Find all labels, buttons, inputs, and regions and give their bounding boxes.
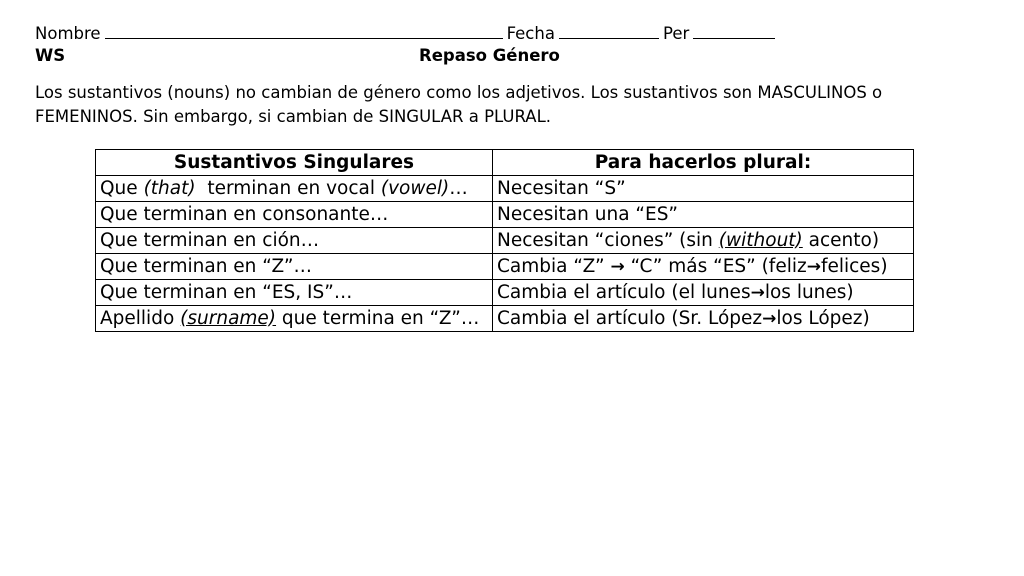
student-info-line [35,22,779,45]
plural-rules-table [95,149,914,332]
rule-condition: Que terminan en ción… [96,228,493,254]
worksheet-title-line [35,45,595,67]
table-row [96,254,914,280]
rule-result: Cambia el artículo (Sr. López→los López) [493,306,914,332]
page-title: Repaso Género [419,46,560,65]
table-row [96,280,914,306]
rule-condition: Que terminan en “ES, IS”… [96,280,493,306]
column-header-plural: Para hacerlos plural: [493,150,914,176]
rule-result: Cambia “Z” → “C” más “ES” (feliz→felices) [493,254,914,280]
table-row [96,306,914,332]
rule-condition: Que terminan en consonante… [96,202,493,228]
date-label: Fecha [506,24,555,43]
period-label: Per [662,24,690,43]
name-blank[interactable] [105,22,503,39]
rule-result: Necesitan “ciones” (sin (without) acento) [493,228,914,254]
table-row [96,228,914,254]
table-header-row [96,150,914,176]
name-label: Nombre [35,24,101,43]
arrow-right-icon: → [610,256,625,277]
rule-condition: Que (that) terminan en vocal (vowel)… [96,176,493,202]
period-blank[interactable] [693,22,775,39]
table-row [96,202,914,228]
date-blank[interactable] [559,22,659,39]
arrow-right-icon: → [806,256,821,277]
rule-result: Necesitan “S” [493,176,914,202]
column-header-singular: Sustantivos Singulares [96,150,493,176]
intro-paragraph: Los sustantivos (nouns) no cambian de género como los adjetivos. Los sustantivos son MASCULINOS o FEMENINOS. Sin embargo, si cambian de SINGULAR a PLURAL. [35,83,883,126]
arrow-right-icon: → [762,308,777,329]
rule-condition: Apellido (surname) que termina en “Z”… [96,306,493,332]
rule-condition: Que terminan en “Z”… [96,254,493,280]
rule-result: Necesitan una “ES” [493,202,914,228]
table-row [96,176,914,202]
arrow-right-icon: → [750,282,765,303]
ws-label: WS [35,46,66,65]
rule-result: Cambia el artículo (el lunes→los lunes) [493,280,914,306]
